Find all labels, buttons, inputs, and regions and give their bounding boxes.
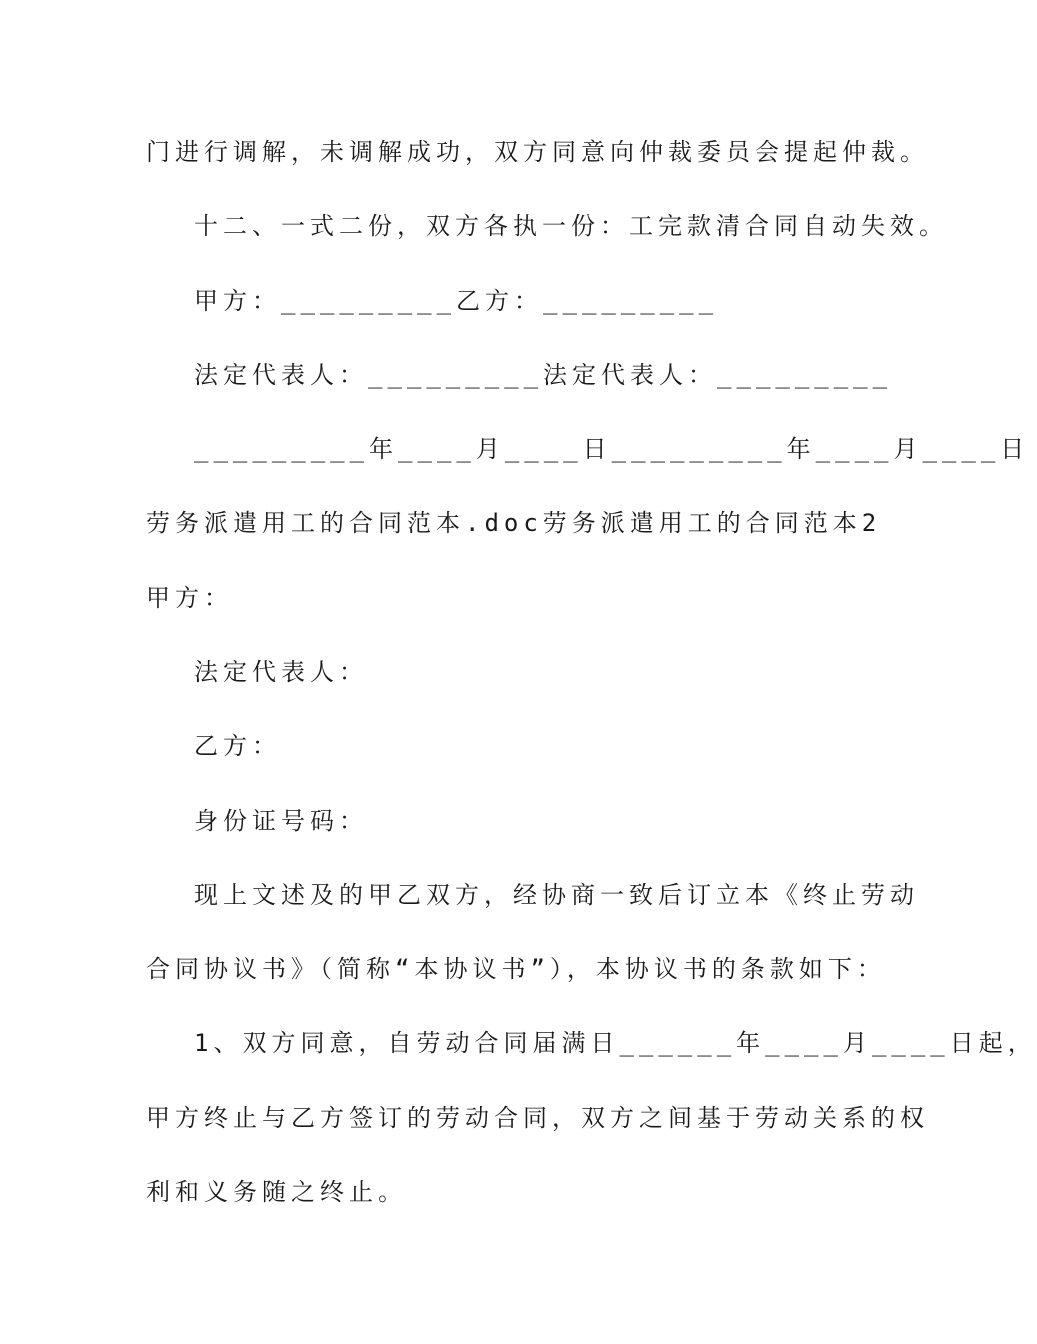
paragraph-line: 现上文述及的甲乙双方，经协商一致后订立本《终止劳动 [194, 881, 919, 909]
legal-representative-label: 法定代表人： [194, 658, 368, 686]
signature-line-parties: 甲方：_________乙方：_________ [194, 287, 719, 315]
document-title-line: 劳务派遣用工的合同范本.doc劳务派遣用工的合同范本2 [146, 509, 882, 537]
clause-line: 甲方终止与乙方签订的劳动合同，双方之间基于劳动关系的权 [146, 1104, 929, 1132]
party-b-label: 乙方： [194, 732, 281, 760]
signature-line-representatives: 法定代表人：_________法定代表人：_________ [194, 361, 893, 389]
id-number-label: 身份证号码： [194, 807, 368, 835]
clause-line: 利和义务随之终止。 [146, 1178, 407, 1206]
signature-line-dates: _________年____月____日_________年____月____日 [194, 435, 1030, 463]
party-a-label: 甲方： [146, 584, 233, 612]
paragraph-line: 十二、一式二份，双方各执一份：工完款清合同自动失效。 [194, 212, 948, 240]
paragraph-line: 合同协议书》（简称“本协议书”），本协议书的条款如下： [146, 955, 886, 983]
paragraph-line: 门进行调解，未调解成功，双方同意向仲裁委员会提起仲裁。 [146, 138, 929, 166]
clause-line: 1、双方同意，自劳动合同届满日______年____月____日起， [194, 1029, 1037, 1057]
